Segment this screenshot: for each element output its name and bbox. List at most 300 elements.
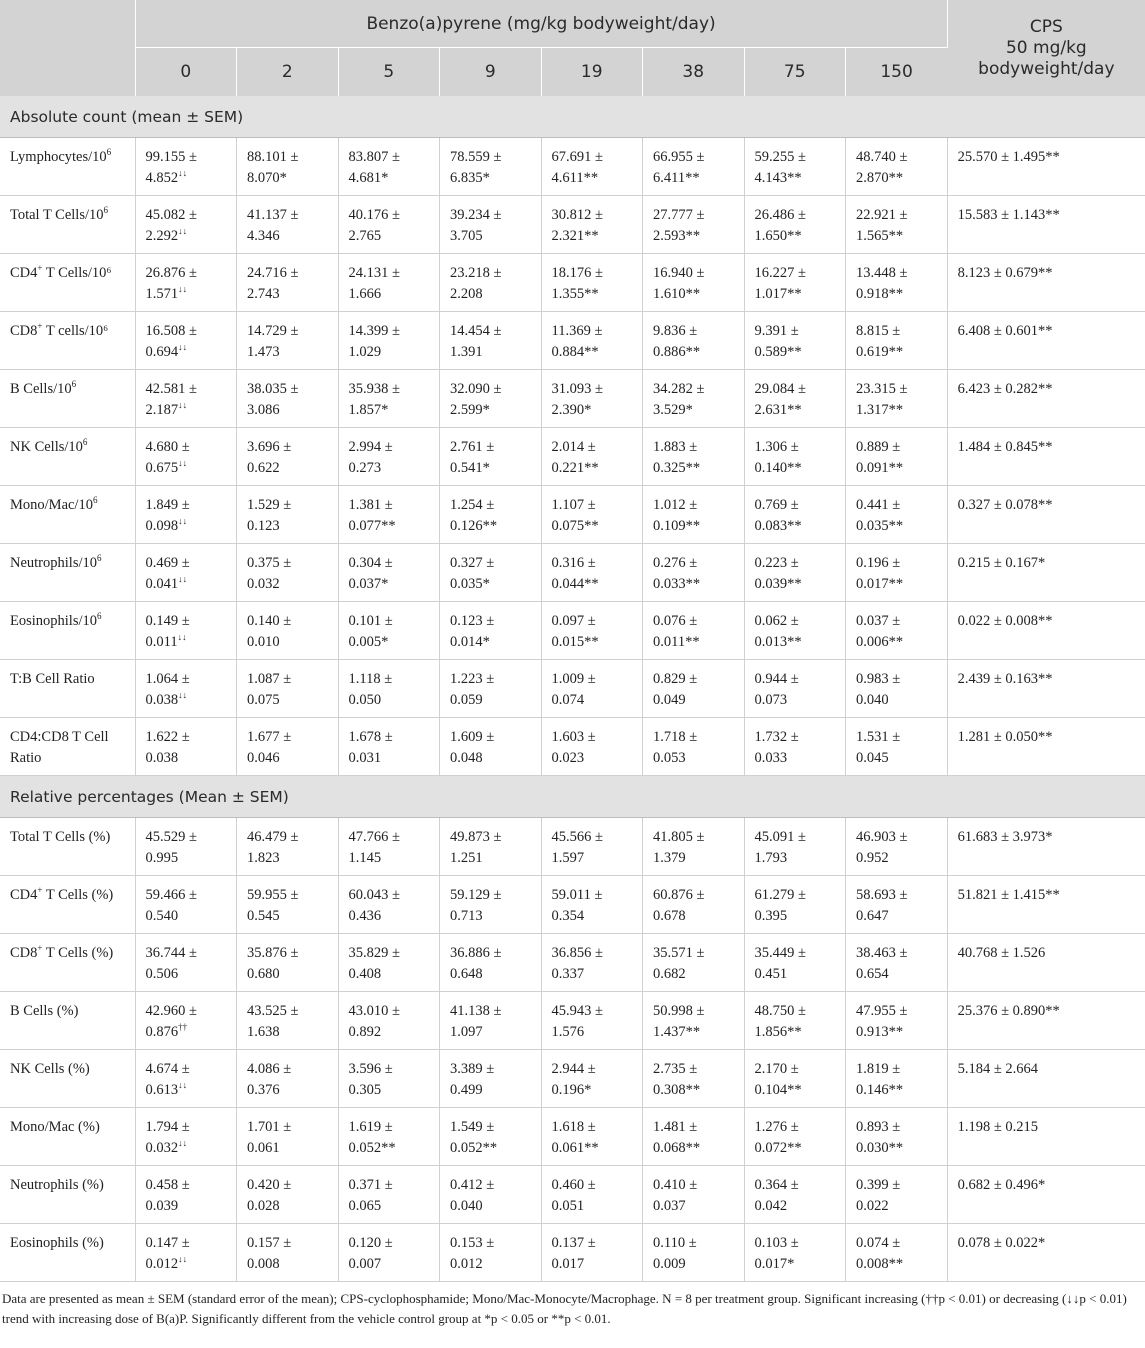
mean-value: 35.876 ±	[247, 945, 299, 961]
table-row	[0, 486, 1145, 544]
sem-value: 1.391	[450, 343, 483, 360]
significance-marker: **	[787, 401, 802, 418]
mean-value: 1.107 ±	[551, 497, 596, 513]
mean-value: 47.955 ±	[856, 1003, 908, 1019]
sem-value: 4.681	[348, 169, 382, 186]
mean-value: 1.718 ±	[653, 729, 698, 745]
significance-marker: ↓↓	[178, 457, 188, 468]
table-row	[0, 876, 1145, 934]
value-cell	[237, 818, 339, 876]
significance-marker: *	[381, 633, 389, 650]
value-cell	[846, 196, 948, 254]
value-cell	[744, 602, 846, 660]
mean-value: 0.371 ±	[348, 1177, 393, 1193]
mean-value: 0.399 ±	[856, 1177, 901, 1193]
table-footnote: Data are presented as mean ± SEM (standard error of the mean); CPS-cyclophosphamide; Mono/Mac-Monocyte/Macrophage. N = 8 per treatment group. Significant increasing (††p < 0.01) or decreasing (↓↓p < 0.01) trend with increasing dose of B(a)P. Significantly different from the vehicle control group at *p < 0.05 or **p < 0.01.	[2, 1291, 1127, 1326]
sem-value: 1.029	[348, 343, 382, 360]
value-cell	[541, 370, 643, 428]
sem-value: 1.856	[754, 1023, 788, 1040]
cps-value-cell: 0.215 ± 0.167*	[947, 544, 1145, 602]
sem-value: 0.037	[348, 575, 382, 592]
sem-value: 0.044	[551, 575, 585, 592]
mean-value: 36.886 ±	[450, 945, 502, 961]
value-cell	[541, 312, 643, 370]
value-cell	[643, 934, 745, 992]
value-cell	[643, 486, 745, 544]
sem-value: 1.650	[754, 227, 788, 244]
value-cell	[237, 660, 339, 718]
mean-value: 30.812 ±	[551, 207, 603, 223]
value-cell	[541, 138, 643, 196]
mean-value: 1.678 ±	[348, 729, 393, 745]
sem-value: 4.611	[551, 169, 584, 186]
sem-value: 1.565	[856, 227, 889, 244]
value-cell	[846, 602, 948, 660]
sem-value: 2.292	[145, 227, 179, 244]
sem-value: 1.638	[247, 1023, 280, 1040]
sem-value: 1.857	[348, 401, 382, 418]
value-cell	[541, 254, 643, 312]
row-label	[0, 254, 135, 312]
significance-marker: **	[685, 459, 701, 476]
significance-marker: **	[888, 1139, 904, 1156]
mean-value: 0.157 ±	[247, 1235, 292, 1251]
sem-value: 0.123	[247, 517, 280, 534]
sem-value: 0.077	[348, 517, 382, 534]
mean-value: 27.777 ±	[653, 207, 705, 223]
mean-value: 34.282 ±	[653, 381, 705, 397]
row-label	[0, 660, 135, 718]
value-cell	[744, 1166, 846, 1224]
mean-value: 16.940 ±	[653, 265, 705, 281]
significance-marker: **	[381, 1139, 396, 1156]
value-cell	[237, 138, 339, 196]
mean-value: 41.137 ±	[247, 207, 299, 223]
row-label	[0, 486, 135, 544]
mean-value: 83.807 ±	[348, 149, 400, 165]
row-label	[0, 934, 135, 992]
sem-value: 1.597	[551, 849, 585, 866]
table-row	[0, 934, 1145, 992]
sem-value: 0.436	[348, 907, 382, 924]
significance-marker: *	[279, 169, 287, 186]
cps-header-line3: bodyweight/day	[978, 58, 1115, 79]
table-body	[0, 96, 1145, 1282]
significance-marker: *	[482, 401, 490, 418]
sem-value: 0.039	[145, 1197, 179, 1214]
mean-value: 59.955 ±	[247, 887, 299, 903]
significance-marker: **	[584, 517, 599, 534]
significance-marker: **	[685, 343, 701, 360]
mean-value: 0.037 ±	[856, 613, 901, 629]
value-cell	[846, 1166, 948, 1224]
mean-value: 38.463 ±	[856, 945, 908, 961]
sem-value: 0.023	[551, 749, 585, 766]
sem-value: 2.187	[145, 401, 179, 418]
significance-marker: *	[685, 401, 693, 418]
sem-value: 2.208	[450, 285, 483, 302]
mean-value: 40.176 ±	[348, 207, 400, 223]
table-row	[0, 818, 1145, 876]
sem-value: 0.061	[551, 1139, 585, 1156]
row-label	[0, 1108, 135, 1166]
sem-value: 0.017	[551, 1255, 585, 1272]
mean-value: 0.101 ±	[348, 613, 393, 629]
sem-value: 0.035	[450, 575, 483, 592]
sem-value: 0.042	[754, 1197, 788, 1214]
value-cell	[643, 660, 745, 718]
value-cell	[744, 660, 846, 718]
cps-value-cell: 6.408 ± 0.601**	[947, 312, 1145, 370]
significance-marker: ↓↓	[177, 631, 187, 642]
sem-value: 0.008	[247, 1255, 280, 1272]
mean-value: 1.118 ±	[348, 671, 393, 687]
mean-value: 14.729 ±	[247, 323, 299, 339]
value-cell	[237, 312, 339, 370]
cps-header	[947, 0, 1145, 96]
sem-value: 0.499	[450, 1081, 483, 1098]
value-cell	[440, 1166, 542, 1224]
sem-value: 0.059	[450, 691, 483, 708]
cps-value-cell: 2.439 ± 0.163**	[947, 660, 1145, 718]
value-cell	[744, 718, 846, 776]
value-cell	[440, 1224, 542, 1282]
sem-value: 4.143	[754, 169, 788, 186]
table-row	[0, 660, 1145, 718]
value-cell	[440, 544, 542, 602]
sem-value: 0.884	[551, 343, 585, 360]
sem-value: 0.325	[653, 459, 686, 476]
mean-value: 43.010 ±	[348, 1003, 400, 1019]
mean-value: 1.064 ±	[145, 671, 190, 687]
significance-marker: **	[584, 459, 599, 476]
row-label-text: Neutrophils (%)	[10, 1177, 104, 1193]
cps-value-cell: 1.484 ± 0.845**	[947, 428, 1145, 486]
sem-value: 0.451	[754, 965, 788, 982]
value-cell	[135, 544, 237, 602]
value-cell	[846, 312, 948, 370]
sem-value: 0.354	[551, 907, 585, 924]
value-cell	[846, 718, 948, 776]
mean-value: 0.889 ±	[856, 439, 901, 455]
sem-value: 1.355	[551, 285, 585, 302]
mean-value: 0.223 ±	[754, 555, 799, 571]
value-cell	[338, 876, 440, 934]
row-label-superscript: +	[37, 885, 43, 896]
table-row	[0, 1166, 1145, 1224]
significance-marker: *	[787, 1255, 795, 1272]
significance-marker: **	[888, 401, 904, 418]
significance-marker: **	[584, 575, 599, 592]
significance-marker: **	[685, 169, 700, 186]
sem-value: 0.619	[856, 343, 889, 360]
mean-value: 1.732 ±	[754, 729, 799, 745]
dose-header: 38	[643, 48, 745, 97]
value-cell	[846, 370, 948, 428]
sem-value: 0.952	[856, 849, 889, 866]
mean-value: 47.766 ±	[348, 829, 400, 845]
sem-value: 0.011	[145, 633, 178, 650]
row-label	[0, 876, 135, 934]
mean-value: 32.090 ±	[450, 381, 502, 397]
mean-value: 1.223 ±	[450, 671, 495, 687]
mean-value: 1.849 ±	[145, 497, 190, 513]
significance-marker: **	[888, 1023, 904, 1040]
sem-value: 0.031	[348, 749, 382, 766]
value-cell	[744, 486, 846, 544]
mean-value: 1.306 ±	[754, 439, 799, 455]
value-cell	[338, 544, 440, 602]
mean-value: 0.304 ±	[348, 555, 393, 571]
mean-value: 0.103 ±	[754, 1235, 799, 1251]
table-row	[0, 1224, 1145, 1282]
sem-value: 0.010	[247, 633, 280, 650]
sem-value: 4.852	[145, 169, 179, 186]
sem-value: 0.041	[145, 575, 179, 592]
mean-value: 0.074 ±	[856, 1235, 901, 1251]
value-cell	[440, 660, 542, 718]
mean-value: 1.276 ±	[754, 1119, 799, 1135]
value-cell	[237, 876, 339, 934]
significance-marker: *	[482, 633, 490, 650]
value-cell	[237, 544, 339, 602]
significance-marker: **	[685, 285, 701, 302]
mean-value: 1.619 ±	[348, 1119, 393, 1135]
sem-value: 0.913	[856, 1023, 889, 1040]
sem-value: 3.086	[247, 401, 280, 418]
sem-value: 0.061	[247, 1139, 280, 1156]
value-cell	[338, 1224, 440, 1282]
mean-value: 46.479 ±	[247, 829, 299, 845]
mean-value: 1.254 ±	[450, 497, 495, 513]
value-cell	[440, 992, 542, 1050]
value-cell	[440, 1108, 542, 1166]
value-cell	[338, 934, 440, 992]
significance-marker: **	[482, 517, 498, 534]
value-cell	[135, 1224, 237, 1282]
row-label-text: CD4:CD8 T Cell Ratio	[10, 729, 109, 766]
sem-value: 0.030	[856, 1139, 889, 1156]
sem-value: 2.390	[551, 401, 585, 418]
row-label-text: Eosinophils/10	[10, 613, 98, 629]
mean-value: 0.983 ±	[856, 671, 901, 687]
value-cell	[440, 196, 542, 254]
sem-value: 0.051	[551, 1197, 585, 1214]
value-cell	[643, 1166, 745, 1224]
sem-value: 0.038	[145, 749, 179, 766]
row-label-superscript: 6	[71, 379, 77, 390]
mean-value: 0.458 ±	[145, 1177, 190, 1193]
mean-value: 45.529 ±	[145, 829, 197, 845]
value-cell	[744, 1108, 846, 1166]
mean-value: 3.596 ±	[348, 1061, 393, 1077]
row-label	[0, 1166, 135, 1224]
value-cell	[237, 1224, 339, 1282]
value-cell	[135, 486, 237, 544]
mean-value: 24.716 ±	[247, 265, 299, 281]
sem-value: 0.221	[551, 459, 585, 476]
sem-value: 0.017	[754, 1255, 788, 1272]
sem-value: 2.765	[348, 227, 382, 244]
significance-marker: **	[787, 459, 802, 476]
mean-value: 23.218 ±	[450, 265, 502, 281]
cps-value-cell: 51.821 ± 1.415**	[947, 876, 1145, 934]
mean-value: 1.794 ±	[145, 1119, 190, 1135]
row-label	[0, 312, 135, 370]
sem-value: 1.097	[450, 1023, 483, 1040]
significance-marker: ↓↓	[178, 341, 188, 352]
mean-value: 0.460 ±	[551, 1177, 596, 1193]
mean-value: 1.819 ±	[856, 1061, 901, 1077]
sem-value: 1.823	[247, 849, 280, 866]
value-cell	[135, 1166, 237, 1224]
cps-value-cell: 25.376 ± 0.890**	[947, 992, 1145, 1050]
mean-value: 4.680 ±	[145, 439, 190, 455]
table-row	[0, 254, 1145, 312]
mean-value: 29.084 ±	[754, 381, 806, 397]
mean-value: 2.735 ±	[653, 1061, 698, 1077]
value-cell	[338, 196, 440, 254]
value-cell	[440, 312, 542, 370]
sem-value: 0.006	[856, 633, 889, 650]
mean-value: 16.227 ±	[754, 265, 806, 281]
sem-value: 0.014	[450, 633, 483, 650]
significance-marker: ↓↓	[178, 1137, 188, 1148]
sem-value: 0.028	[247, 1197, 280, 1214]
mean-value: 0.441 ±	[856, 497, 901, 513]
mean-value: 1.481 ±	[653, 1119, 698, 1135]
dose-header: 2	[237, 48, 339, 97]
row-label-superscript: 6	[92, 495, 98, 506]
sem-value: 0.647	[856, 907, 889, 924]
value-cell	[846, 544, 948, 602]
significance-marker: **	[584, 633, 599, 650]
significance-marker: **	[787, 575, 802, 592]
mean-value: 31.093 ±	[551, 381, 603, 397]
sem-value: 0.091	[856, 459, 889, 476]
mean-value: 0.469 ±	[145, 555, 190, 571]
value-cell	[237, 934, 339, 992]
sem-value: 0.013	[754, 633, 788, 650]
mean-value: 0.137 ±	[551, 1235, 596, 1251]
value-cell	[237, 1108, 339, 1166]
significance-marker: **	[685, 1081, 701, 1098]
sem-value: 1.610	[653, 285, 686, 302]
value-cell	[744, 254, 846, 312]
mean-value: 0.829 ±	[653, 671, 698, 687]
sem-value: 8.070	[247, 169, 280, 186]
sem-value: 6.411	[653, 169, 686, 186]
value-cell	[744, 934, 846, 992]
mean-value: 61.279 ±	[754, 887, 806, 903]
significance-marker: **	[584, 1139, 599, 1156]
table-header	[0, 0, 1145, 96]
row-label-text: Lymphocytes/10	[10, 149, 107, 165]
mean-value: 1.381 ±	[348, 497, 393, 513]
mean-value: 46.903 ±	[856, 829, 908, 845]
value-cell	[846, 254, 948, 312]
mean-value: 0.123 ±	[450, 613, 495, 629]
table-row	[0, 370, 1145, 428]
cps-value-cell: 5.184 ± 2.664	[947, 1050, 1145, 1108]
sem-value: 0.675	[145, 459, 179, 476]
row-label	[0, 370, 135, 428]
mean-value: 1.012 ±	[653, 497, 698, 513]
significance-marker: **	[583, 169, 599, 186]
value-cell	[541, 718, 643, 776]
value-cell	[440, 486, 542, 544]
mean-value: 0.410 ±	[653, 1177, 698, 1193]
significance-marker: **	[888, 517, 904, 534]
sem-value: 0.196	[551, 1081, 585, 1098]
sem-value: 1.317	[856, 401, 889, 418]
mean-value: 45.091 ±	[754, 829, 806, 845]
significance-marker: **	[787, 343, 802, 360]
mean-value: 11.369 ±	[551, 323, 603, 339]
row-label	[0, 602, 135, 660]
row-label-superscript: +	[37, 321, 43, 332]
mean-value: 0.327 ±	[450, 555, 495, 571]
sem-value: 0.040	[856, 691, 889, 708]
significance-marker: *	[584, 401, 592, 418]
row-label	[0, 718, 135, 776]
mean-value: 50.998 ±	[653, 1003, 705, 1019]
mean-value: 2.170 ±	[754, 1061, 799, 1077]
sem-value: 2.631	[754, 401, 788, 418]
value-cell	[744, 1224, 846, 1282]
table-row	[0, 602, 1145, 660]
cps-value-cell: 0.327 ± 0.078**	[947, 486, 1145, 544]
sem-value: 0.038	[145, 691, 179, 708]
sem-value: 0.033	[754, 749, 788, 766]
mean-value: 39.234 ±	[450, 207, 502, 223]
row-label	[0, 818, 135, 876]
row-label-text: CD8	[10, 945, 38, 961]
value-cell	[541, 934, 643, 992]
mean-value: 16.508 ±	[145, 323, 197, 339]
value-cell	[541, 660, 643, 718]
value-cell	[135, 660, 237, 718]
value-cell	[135, 428, 237, 486]
value-cell	[744, 818, 846, 876]
value-cell	[643, 818, 745, 876]
dose-header: 150	[846, 48, 948, 97]
significance-marker: **	[685, 1139, 701, 1156]
value-cell	[338, 254, 440, 312]
value-cell	[643, 428, 745, 486]
value-cell	[135, 312, 237, 370]
value-cell	[338, 486, 440, 544]
value-cell	[541, 1050, 643, 1108]
cps-value-cell: 15.583 ± 1.143**	[947, 196, 1145, 254]
sem-value: 1.473	[247, 343, 280, 360]
value-cell	[135, 1108, 237, 1166]
sem-value: 3.529	[653, 401, 686, 418]
sem-value: 2.870	[856, 169, 889, 186]
value-cell	[846, 934, 948, 992]
sem-value: 1.793	[754, 849, 788, 866]
mean-value: 60.043 ±	[348, 887, 400, 903]
mean-value: 26.876 ±	[145, 265, 197, 281]
value-cell	[237, 370, 339, 428]
mean-value: 0.316 ±	[551, 555, 596, 571]
value-cell	[541, 876, 643, 934]
sem-value: 0.008	[856, 1255, 889, 1272]
sem-value: 2.599	[450, 401, 483, 418]
row-label-text: B Cells (%)	[10, 1003, 79, 1019]
sem-value: 0.886	[653, 343, 686, 360]
mean-value: 1.549 ±	[450, 1119, 495, 1135]
